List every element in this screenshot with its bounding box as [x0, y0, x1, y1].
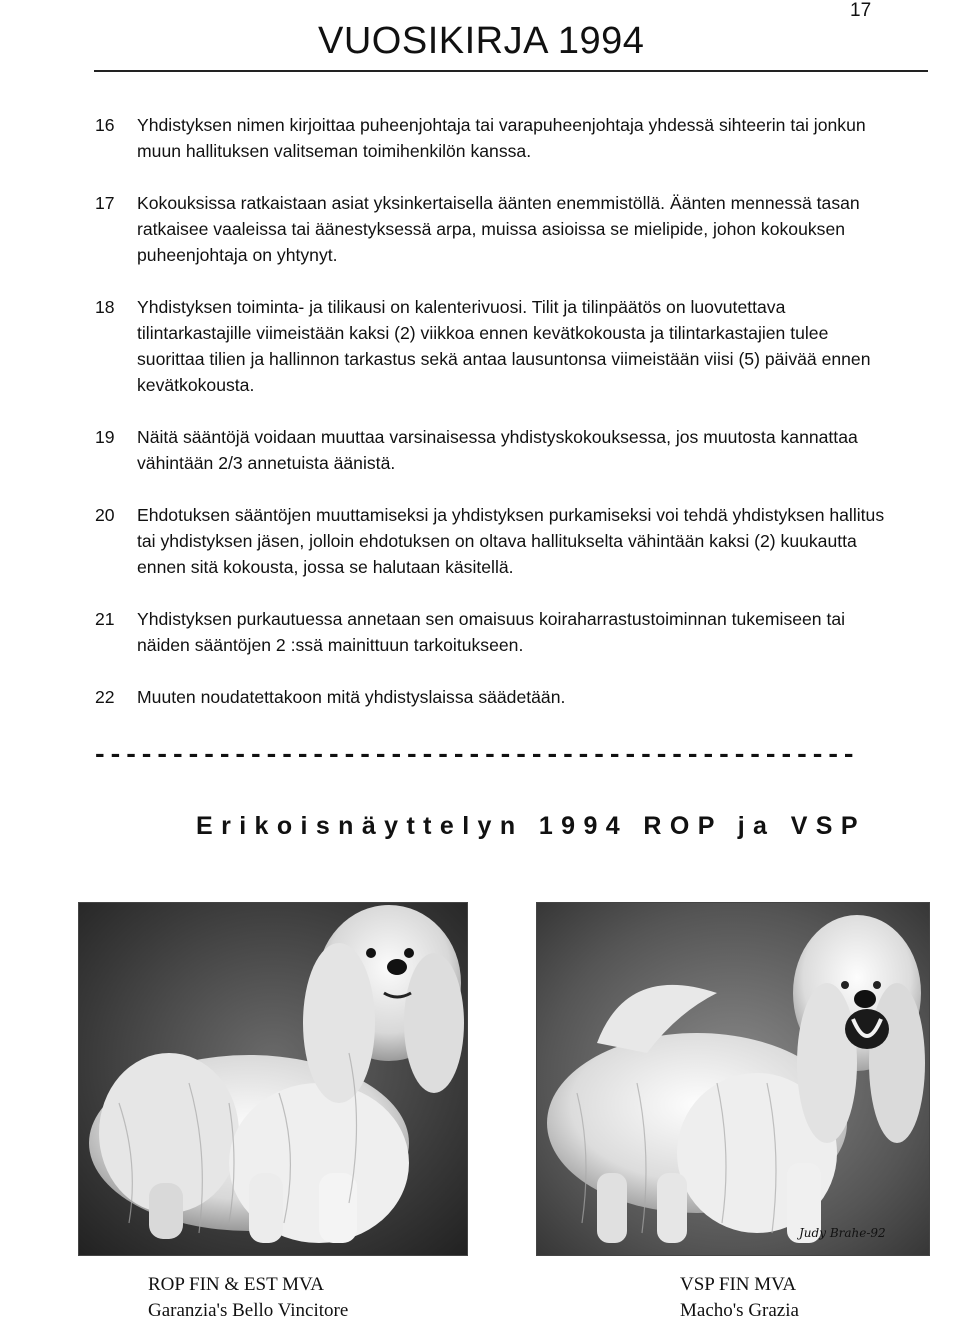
rop-caption: [148, 1272, 348, 1324]
dashed-separator: -------------------------------------------------: [92, 740, 857, 770]
photographer-signature: Judy Brahe-92: [799, 1226, 886, 1240]
rule-number: 17: [95, 193, 115, 213]
rule-text: Näitä sääntöjä voidaan muuttaa varsinaisessa yhdistyskokouksessa, jos muutosta kannattaa vähintään 2/3 annetuista äänistä.: [137, 427, 858, 473]
rule-text: Ehdotuksen sääntöjen muuttamiseksi ja yhdistyksen purkamiseksi voi tehdä yhdistyksen hallitus tai yhdistyksen jäsen, jolloin ehdotuksen on oltava hallitukselta vähintään kaksi (2) kuukautta ennen sitä kokousta, jossa se halutaan käsitellä.: [137, 505, 885, 577]
rule-19: [95, 424, 885, 476]
page-number: 17: [850, 0, 872, 21]
dog-photo-illustration: [537, 903, 929, 1255]
vsp-dog-photo: [536, 902, 930, 1256]
dog-photo-illustration: [79, 903, 467, 1255]
rule-number: 22: [95, 687, 115, 707]
rule-20: [95, 502, 885, 580]
rule-number: 18: [95, 297, 115, 317]
rule-text: Muuten noudatettakoon mitä yhdistyslaissa säädetään.: [137, 687, 566, 707]
rule-text: Yhdistyksen nimen kirjoittaa puheenjohtaja tai varapuheenjohtaja yhdessä sihteerin tai jonkun muun hallituksen valitseman toimihenkilön kanssa.: [137, 115, 866, 161]
rop-title: ROP FIN & EST MVA: [148, 1274, 324, 1295]
vsp-dog-name: Macho's Grazia: [680, 1300, 799, 1321]
rule-18: [95, 294, 885, 398]
rule-number: 21: [95, 609, 115, 629]
rule-number: 19: [95, 427, 115, 447]
rop-dog-photo: [78, 902, 468, 1256]
rule-number: 20: [95, 505, 115, 525]
section-heading: Erikoisnäyttelyn 1994 ROP ja VSP: [196, 812, 866, 840]
vsp-title: VSP FIN MVA: [680, 1274, 797, 1295]
rop-dog-name: Garanzia's Bello Vincitore: [148, 1300, 349, 1321]
rule-22: [95, 684, 885, 710]
rules-list: [95, 112, 885, 736]
rule-number: 16: [95, 115, 115, 135]
rule-text: Yhdistyksen purkautuessa annetaan sen omaisuus koiraharrastustoiminnan tukemiseen tai näiden sääntöjen 2 :ssä mainittuun tarkoitukseen.: [137, 609, 846, 655]
rule-text: Kokouksissa ratkaistaan asiat yksinkertaisella äänten enemmistöllä. Äänten mennessä tasan ratkaisee vaaleissa tai äänestyksessä arpa, muissa asioissa se mielipide, johon kokouksen puheenjohtaja on yhtynyt.: [137, 193, 860, 265]
vsp-caption: [680, 1272, 799, 1324]
rule-21: [95, 606, 885, 658]
rule-17: [95, 190, 885, 268]
header-rule: [94, 70, 928, 72]
page-title: VUOSIKIRJA 1994: [318, 20, 645, 62]
rule-16: [95, 112, 885, 164]
rule-text: Yhdistyksen toiminta- ja tilikausi on kalenterivuosi. Tilit ja tilinpäätös on luovutettava tilintarkastajille viimeistään kaksi (2) viikkoa ennen kevätkokousta ja tilintarkastajien tulee suorittaa tilien ja hallinnon tarkastus sekä antaa lausuntonsa viimeistään viisi (5) päivää ennen kevätkokousta.: [137, 297, 871, 395]
